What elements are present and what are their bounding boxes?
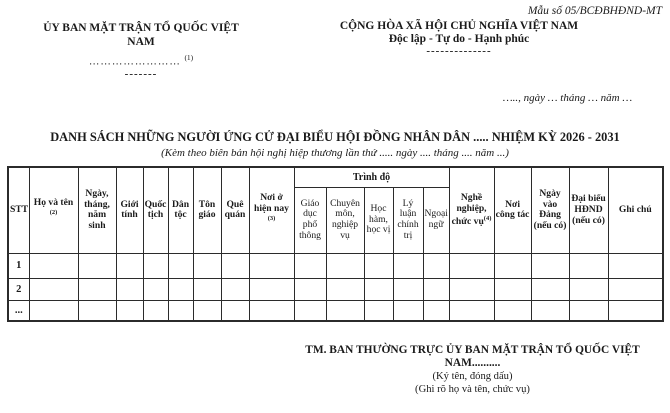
- col-header-dan-toc: Dân tộc: [168, 167, 193, 253]
- empty-cell: [168, 300, 193, 321]
- empty-cell: [249, 253, 294, 278]
- empty-cell: [531, 278, 569, 300]
- footnote-4-ref: (4): [483, 214, 492, 222]
- empty-cell: [364, 253, 393, 278]
- empty-cell: [449, 253, 494, 278]
- sub-col-header-hoc-ham: Học hàm, học vị: [364, 187, 393, 253]
- table-body: [8, 253, 663, 321]
- empty-cell: [143, 253, 168, 278]
- col-header-noi-o: Nơi ở hiện nay $^{(3)}$: [249, 167, 294, 253]
- empty-cell: [449, 278, 494, 300]
- sign-note: (Ký tên, đóng dấu): [432, 370, 513, 382]
- col-header-que-quan: Quê quán: [221, 167, 249, 253]
- empty-cell: [249, 300, 294, 321]
- document-title: DANH SÁCH NHỮNG NGƯỜI ỨNG CỬ ĐẠI BIỂU HỘI ĐỒNG NHÂN DÂN ..... NHIỆM KỲ 2026 - 2031: [50, 130, 620, 144]
- org-name: ỦY BAN MẶT TRẬN TỔ QUỐC VIỆT NAM: [43, 22, 239, 49]
- table-row: [8, 253, 663, 278]
- empty-cell: [29, 300, 78, 321]
- form-code: Mẫu số 05/BCĐBHĐND-MT: [527, 5, 662, 17]
- header-row-1: [8, 167, 663, 187]
- empty-cell: [423, 278, 449, 300]
- col-header-ghi-chu: Ghi chú: [608, 167, 663, 253]
- empty-cell: [531, 300, 569, 321]
- empty-cell: [116, 278, 143, 300]
- footnote-3-ref: (3): [267, 214, 276, 222]
- empty-cell: [168, 278, 193, 300]
- row-index-cell: 1: [8, 253, 29, 278]
- footnote-2-ref: (2): [49, 209, 58, 217]
- row-index-cell: ...: [8, 300, 29, 321]
- org-separator: -------: [124, 68, 158, 81]
- empty-cell: [449, 300, 494, 321]
- empty-cell: [494, 300, 531, 321]
- empty-cell: [294, 300, 326, 321]
- empty-cell: [116, 300, 143, 321]
- empty-cell: [221, 253, 249, 278]
- sub-col-header-ngoai-ngu: Ngoại ngữ: [423, 187, 449, 253]
- sub-col-header-giao-duc: Giáo dục phổ thông: [294, 187, 326, 253]
- col-header-nghe-nghiep: Nghề nghiệp, chức vụ$^{(4)}$: [449, 167, 494, 253]
- empty-cell: [168, 253, 193, 278]
- empty-cell: [193, 253, 221, 278]
- empty-cell: [143, 278, 168, 300]
- empty-cell: [78, 278, 116, 300]
- col-header-quoc-tich: Quốc tịch: [143, 167, 168, 253]
- empty-cell: [531, 253, 569, 278]
- empty-cell: [193, 278, 221, 300]
- table-row: [8, 300, 663, 321]
- empty-cell: [29, 278, 78, 300]
- empty-cell: [569, 253, 608, 278]
- national-motto: Độc lập - Tự do - Hạnh phúc: [388, 33, 530, 45]
- empty-cell: [326, 300, 364, 321]
- empty-cell: [608, 278, 663, 300]
- national-title: CỘNG HÒA XÃ HỘI CHỦ NGHĨA VIỆT NAM: [339, 20, 579, 32]
- dotted-line-text: ……………………: [88, 56, 181, 68]
- empty-cell: [393, 253, 423, 278]
- empty-cell: [294, 253, 326, 278]
- empty-cell: [326, 278, 364, 300]
- empty-cell: [494, 253, 531, 278]
- national-header-inner: [330, 20, 588, 57]
- empty-cell: [393, 278, 423, 300]
- empty-cell: [393, 300, 423, 321]
- col-header-stt: STT: [8, 167, 29, 253]
- sub-col-header-chuyen-mon: Chuyên môn, nghiệp vụ: [326, 187, 364, 253]
- empty-cell: [364, 278, 393, 300]
- table-header: [8, 167, 663, 253]
- empty-cell: [423, 253, 449, 278]
- date-line: ….., ngày … tháng … năm …: [502, 92, 633, 104]
- empty-cell: [364, 300, 393, 321]
- name-note: (Ghi rõ họ và tên, chức vụ): [415, 383, 530, 395]
- empty-cell: [294, 278, 326, 300]
- empty-cell: [221, 300, 249, 321]
- national-header-block: [330, 5, 662, 57]
- empty-cell: [29, 253, 78, 278]
- table-row: [8, 278, 663, 300]
- col-header-gioi-tinh: Giới tính: [116, 167, 143, 253]
- sub-col-header-ly-luan: Lý luận chính trị: [393, 187, 423, 253]
- signature-block: [305, 344, 640, 396]
- empty-cell: [78, 253, 116, 278]
- footnote-1-ref: (1): [184, 52, 194, 62]
- empty-cell: [423, 300, 449, 321]
- empty-cell: [608, 253, 663, 278]
- empty-cell: [221, 278, 249, 300]
- empty-cell: [78, 300, 116, 321]
- col-header-ton-giao: Tôn giáo: [193, 167, 221, 253]
- empty-cell: [326, 253, 364, 278]
- empty-cell: [116, 253, 143, 278]
- empty-cell: [494, 278, 531, 300]
- col-header-noi-cong-tac: Nơi công tác: [494, 167, 531, 253]
- org-header-block: [35, 21, 247, 80]
- document-subtitle: (Kèm theo biên bản hội nghị hiệp thương lần thứ ..... ngày .... tháng .... năm ...): [161, 147, 509, 159]
- empty-cell: [608, 300, 663, 321]
- col-header-ngay-vao-dang: Ngày vào Đảng (nếu có): [531, 167, 569, 253]
- row-index-cell: 2: [8, 278, 29, 300]
- empty-cell: [249, 278, 294, 300]
- col-header-ho-va-ten: Họ và tên $^{(2)}$: [29, 167, 78, 253]
- empty-cell: [143, 300, 168, 321]
- empty-cell: [569, 278, 608, 300]
- empty-cell: [569, 300, 608, 321]
- group-header-trinh-do: Trình độ: [294, 167, 449, 187]
- motto-separator: --------------: [426, 45, 492, 57]
- candidates-table: [7, 166, 664, 322]
- col-header-dai-bieu-hdnd: Đại biểu HĐND (nếu có): [569, 167, 608, 253]
- empty-cell: [193, 300, 221, 321]
- col-header-ngay-sinh: Ngày, tháng, năm sinh: [78, 167, 116, 253]
- org-dotted-line: [35, 53, 247, 68]
- signer-title: TM. BAN THƯỜNG TRỰC ỦY BAN MẶT TRẬN TỔ QUỐC VIỆT NAM..........: [305, 344, 640, 370]
